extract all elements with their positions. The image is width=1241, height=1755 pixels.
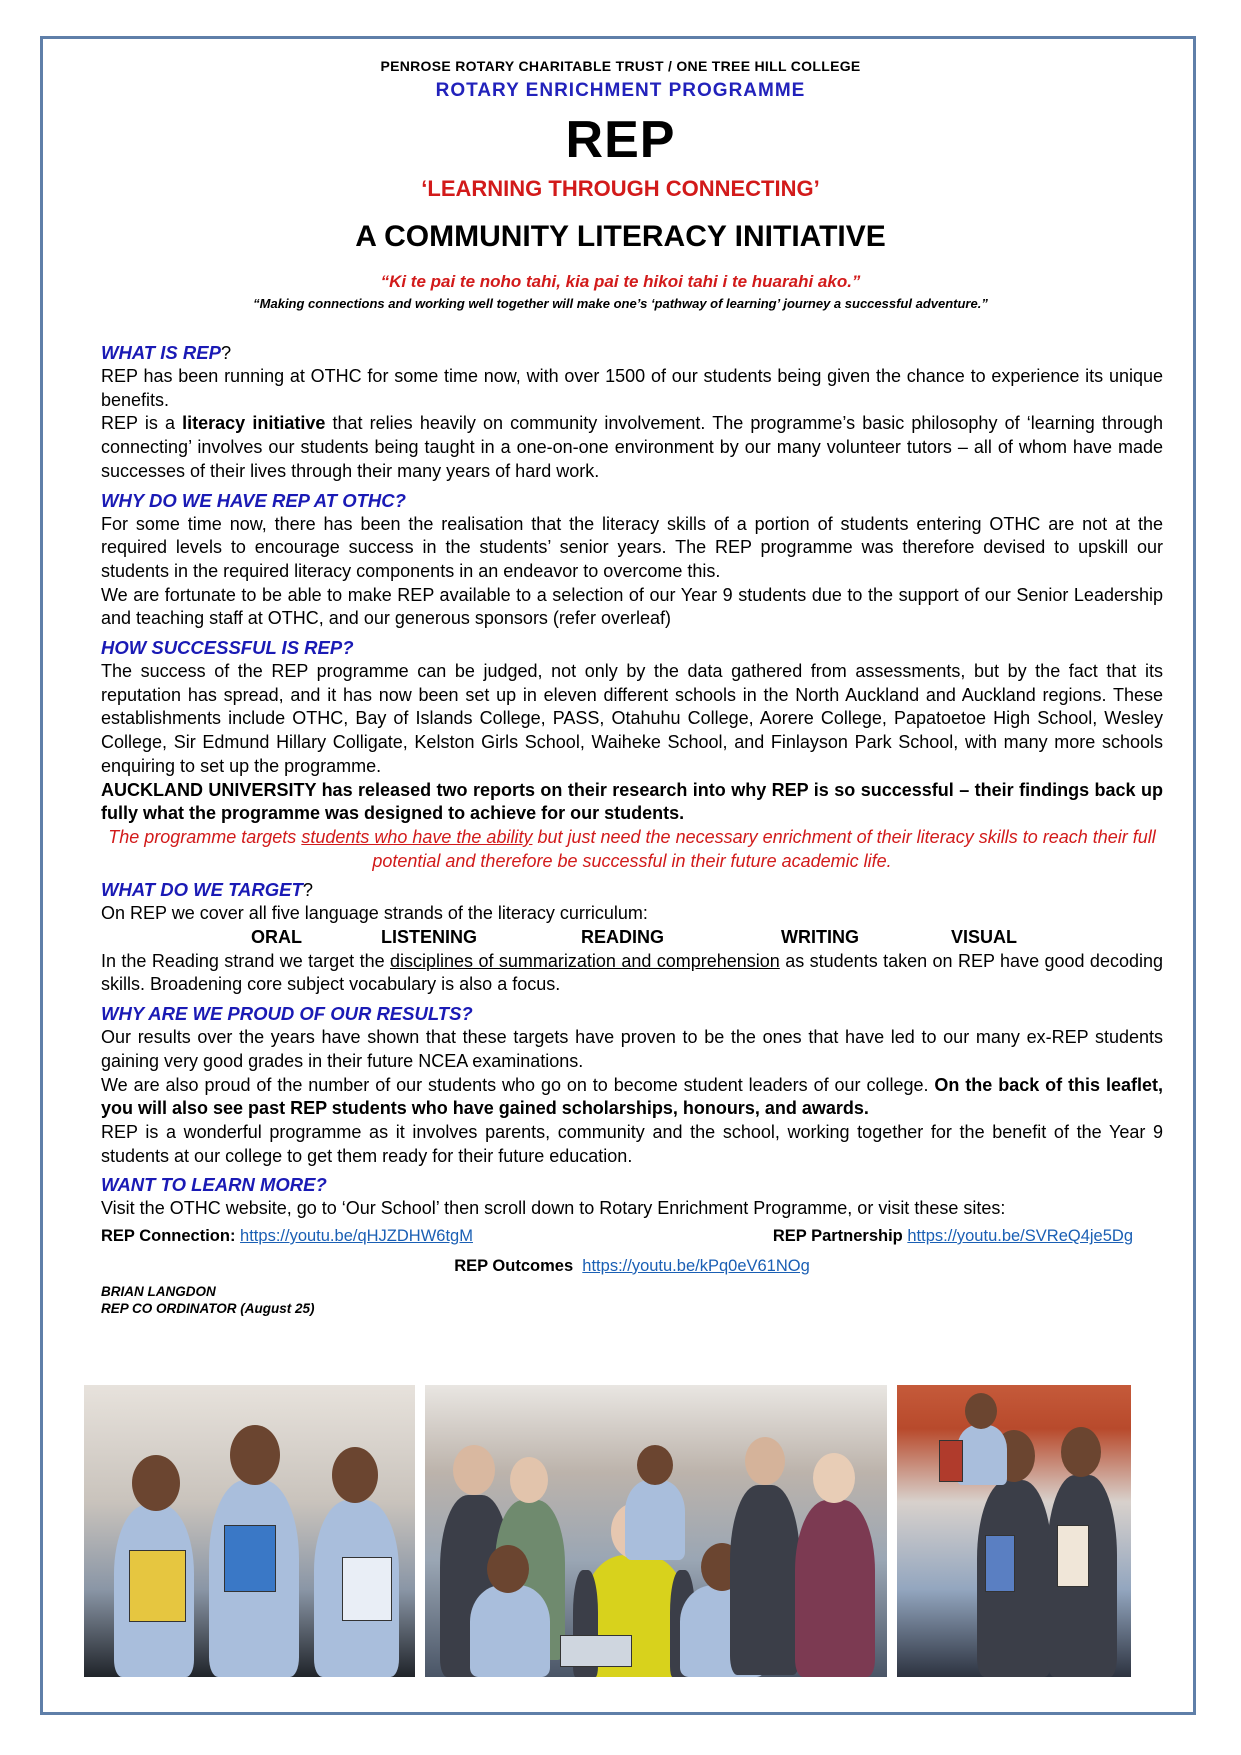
strand-oral: ORAL <box>251 927 302 948</box>
tagline: ‘LEARNING THROUGH CONNECTING’ <box>421 176 820 201</box>
heading-why: WHY DO WE HAVE REP AT OTHC? <box>101 489 406 511</box>
org-line: PENROSE ROTARY CHARITABLE TRUST / ONE TREE HILL COLLEGE <box>380 58 861 74</box>
heading-success: HOW SUCCESSFUL IS REP? <box>101 637 354 659</box>
strand-listening: LISTENING <box>381 927 478 948</box>
what-p2: REP is a literacy initiative that relies heavily on community involvement. The programme’s basic philosophy of ‘learning through connecting’ involves our students being taught in a one-on-one environment by our many volunteer tutors – all of whom have made successes of their lives through their many years of hard work. <box>101 413 1163 481</box>
photo-group-classroom <box>425 1385 887 1677</box>
link-partnership-group: REP Partnership https://youtu.be/SVReQ4je5Dg <box>772 1227 1133 1246</box>
signature-role: REP CO ORDINATOR (August 25) <box>101 1300 315 1316</box>
programme-title: ROTARY ENRICHMENT PROGRAMME <box>435 80 806 101</box>
main-content <box>101 340 1163 1317</box>
what-p1: REP has been running at OTHC for some time now, with over 1500 of our students being given the chance to experience its unique benefits. <box>101 366 1163 410</box>
link-outcomes-group: REP Outcomes https://youtu.be/kPq0eV61NOg <box>454 1256 810 1275</box>
subtitle: A COMMUNITY LITERACY INITIATIVE <box>355 220 886 253</box>
strand-reading: READING <box>581 927 665 948</box>
proud-p1: Our results over the years have shown that these targets have proven to be the ones that have led to our many ex-REP students gaining very good grades in their future NCEA examinations. <box>101 1027 1163 1071</box>
maori-quote: “Ki te pai te noho tahi, kia pai te hikoi tahi i te huarahi ako.” <box>380 272 861 291</box>
success-p3: The programme targets students who have the ability but just need the necessary enrichment of their literacy skills to reach their full potential and therefore be successful in their future academic life. <box>108 826 1156 871</box>
heading-target: WHAT DO WE TARGET? <box>101 879 314 901</box>
target-p2: In the Reading strand we target the disciplines of summarization and comprehension as students taken on REP have good decoding skills. Broadening core subject vocabulary is also a focus. <box>101 950 1163 995</box>
link-partnership[interactable]: https://youtu.be/SVReQ4je5Dg <box>907 1227 1133 1246</box>
strand-writing: WRITING <box>781 927 859 948</box>
link-connection[interactable]: https://youtu.be/qHJZDHW6tgM <box>240 1227 473 1246</box>
link-outcomes[interactable]: https://youtu.be/kPq0eV61NOg <box>582 1256 810 1275</box>
english-quote: “Making connections and working well together will make one’s ‘pathway of learning’ journey a successful adventure.” <box>253 296 988 311</box>
strand-visual: VISUAL <box>951 927 1018 948</box>
more-p1: Visit the OTHC website, go to ‘Our School’ then scroll down to Rotary Enrichment Programme, or visit these sites: <box>101 1198 1006 1219</box>
heading-what: WHAT IS REP? <box>101 342 232 363</box>
signature <box>101 1283 1163 1317</box>
heading-proud: WHY ARE WE PROUD OF OUR RESULTS? <box>101 1003 473 1025</box>
strands-list <box>101 926 1163 950</box>
link-connection-group: REP Connection: https://youtu.be/qHJZDHW6tgM <box>101 1227 473 1246</box>
why-p1: For some time now, there has been the realisation that the literacy skills of a portion of students entering OTHC are not at the required levels to encourage success in the students’ senior years. The REP programme was therefore devised to upskill our students in the required literacy components in an endeavor to overcome this. <box>101 513 1163 581</box>
links-row <box>101 1225 1163 1249</box>
why-p2: We are fortunate to be able to make REP available to a selection of our Year 9 students due to the support of our Senior Leadership and teaching staff at OTHC, and our generous sponsors (refer overleaf) <box>101 584 1163 629</box>
proud-p3: REP is a wonderful programme as it involves parents, community and the school, working together for the benefit of the Year 9 students at our college to get them ready for their future education. <box>101 1121 1163 1166</box>
signature-name: BRIAN LANGDON <box>101 1283 216 1299</box>
proud-p2: We are also proud of the number of our students who go on to become student leaders of our college. On the back of this leaflet, you will also see past REP students who have gained scholarships, honours, and awards. <box>101 1074 1164 1119</box>
photo-students-reading <box>897 1385 1131 1677</box>
success-p1: The success of the REP programme can be judged, not only by the data gathered from assessments, but by the fact that its reputation has spread, and it has now been set up in eleven different schools in the North Auckland and Auckland regions. These establishments include OTHC, Bay of Islands College, PASS, Otahuhu College, Aorere College, Papatoetoe High School, Wesley College, Sir Edmund Hillary Colligate, Kelston Girls School, Waiheke School, and Finlayson Park School, with many more schools enquiring to set up the programme. <box>101 661 1163 776</box>
heading-more: WANT TO LEARN MORE? <box>101 1174 327 1196</box>
success-p2: AUCKLAND UNIVERSITY has released two reports on their research into why REP is so successful – their findings back up fully what the programme was designed to achieve for our students. <box>101 779 1163 824</box>
rep-title: REP <box>565 111 676 169</box>
target-p1: On REP we cover all five language strands of the literacy curriculum: <box>101 903 648 924</box>
photo-students-with-books <box>84 1385 415 1677</box>
